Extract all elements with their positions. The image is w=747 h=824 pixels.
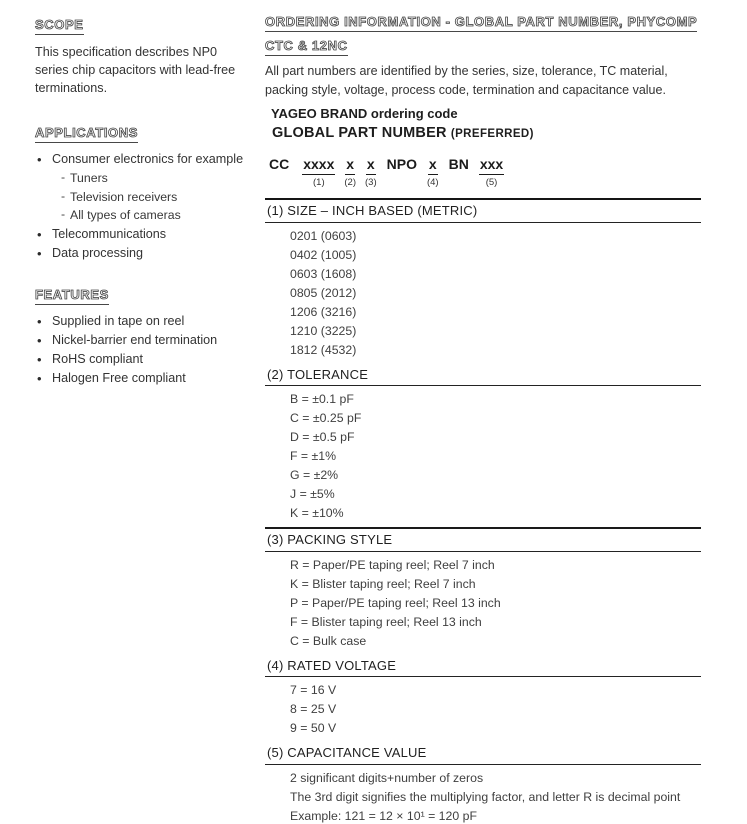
size-section	[265, 198, 701, 360]
capacitance-value-section	[265, 742, 701, 824]
ordering-heading-line1: ORDERING INFORMATION - GLOBAL PART NUMBER, PHYCOMP	[265, 13, 697, 32]
capacitance-note: 2 significant digits+number of zeros	[290, 770, 484, 785]
voltage-option: 8 = 25 V	[290, 702, 337, 716]
tolerance-option: D = ±0.5 pF	[290, 430, 355, 444]
packing-style-section	[265, 527, 701, 651]
packing-option: F = Blister taping reel; Reel 13 inch	[290, 614, 482, 629]
size-option: 0201 (0603)	[290, 228, 357, 243]
left-column	[35, 16, 247, 388]
list-item	[35, 150, 247, 225]
part-number-segment	[365, 156, 377, 188]
section-divider	[265, 764, 701, 765]
tolerance-section	[265, 364, 701, 524]
packing-option: P = Paper/PE taping reel; Reel 13 inch	[290, 595, 501, 610]
size-option: 0805 (2012)	[290, 285, 357, 300]
ordering-information-heading	[265, 13, 701, 56]
section-divider	[265, 676, 701, 677]
segment-label: (3)	[365, 177, 377, 188]
applications-heading	[35, 124, 247, 143]
part-number-segment	[386, 156, 418, 187]
list-item-label: Consumer electronics for example	[52, 152, 244, 166]
list-item: • Telecommunications	[35, 225, 247, 244]
features-heading-text: FEATURES	[35, 286, 109, 305]
list-subitem: - Television receivers	[60, 188, 247, 207]
applications-list	[35, 150, 247, 263]
part-number-segment	[448, 156, 470, 187]
tolerance-option: G = ±2%	[290, 468, 339, 482]
features-section	[35, 286, 247, 388]
section-items	[265, 681, 701, 738]
list-item: • Halogen Free compliant	[35, 369, 247, 388]
features-list	[35, 312, 247, 388]
segment-text: x	[366, 156, 376, 175]
section-heading: (5) CAPACITANCE VALUE	[267, 745, 427, 760]
segment-text: BN	[448, 156, 469, 172]
yageo-brand-line: YAGEO BRAND ordering code	[271, 106, 458, 121]
packing-option: R = Paper/PE taping reel; Reel 7 inch	[290, 557, 495, 572]
applications-section	[35, 124, 247, 263]
ordering-sections	[265, 198, 701, 824]
voltage-option: 7 = 16 V	[290, 683, 337, 697]
packing-option: K = Blister taping reel; Reel 7 inch	[290, 576, 476, 591]
voltage-option: 9 = 50 V	[290, 721, 337, 735]
section-heading: (3) PACKING STYLE	[267, 532, 393, 547]
section-items	[265, 390, 701, 523]
size-option: 1210 (3225)	[290, 323, 357, 338]
applications-heading-text: APPLICATIONS	[35, 124, 138, 143]
applications-sublist	[60, 169, 247, 225]
scope-text: This specification describes NP0 series chip capacitors with lead-free terminations.	[35, 45, 236, 95]
part-number-segment	[427, 156, 439, 188]
part-number-diagram	[265, 156, 701, 188]
part-number-segment	[302, 156, 335, 188]
section-divider	[265, 551, 701, 552]
tolerance-option: B = ±0.1 pF	[290, 392, 354, 406]
size-option: 0402 (1005)	[290, 247, 357, 262]
scope-section	[35, 16, 247, 97]
tolerance-option: K = ±10%	[290, 506, 344, 520]
part-number-segment	[268, 156, 290, 187]
segment-text: x	[345, 156, 355, 175]
capacitance-example: Example: 121 = 12 × 10¹ = 120 pF	[290, 808, 477, 823]
scope-heading	[35, 16, 247, 35]
size-option: 1206 (3216)	[290, 304, 357, 319]
list-subitem: - All types of cameras	[60, 206, 247, 225]
section-heading: (1) SIZE – INCH BASED (METRIC)	[267, 203, 478, 218]
list-item: • RoHS compliant	[35, 350, 247, 369]
segment-label: (2)	[344, 177, 357, 188]
segment-text: x	[428, 156, 438, 175]
segment-text: xxxx	[302, 156, 335, 175]
ordering-heading-line2: CTC & 12NC	[265, 37, 348, 56]
list-item: • Supplied in tape on reel	[35, 312, 247, 331]
segment-label: (4)	[426, 177, 439, 188]
section-divider	[265, 385, 701, 386]
part-number-segment	[479, 156, 504, 188]
tolerance-option: C = ±0.25 pF	[290, 411, 362, 425]
section-items	[265, 227, 701, 360]
section-heading: (4) RATED VOLTAGE	[267, 657, 397, 673]
ordering-information-column	[265, 13, 701, 824]
list-subitem: - Tuners	[60, 169, 247, 188]
segment-text: CC	[269, 156, 290, 172]
global-part-number-line	[265, 125, 701, 141]
section-items	[265, 769, 701, 824]
segment-label: (5)	[485, 177, 498, 188]
capacitance-note: The 3rd digit signifies the multiplying factor, and letter R is decimal point	[290, 789, 681, 804]
preferred-label: (PREFERRED)	[450, 128, 534, 140]
section-divider	[265, 222, 701, 223]
section-items	[265, 556, 701, 651]
section-heading: (2) TOLERANCE	[267, 366, 369, 382]
segment-label: (1)	[313, 177, 325, 188]
list-item: • Data processing	[35, 244, 247, 263]
packing-option: C = Bulk case	[290, 633, 367, 648]
scope-heading-text: SCOPE	[35, 16, 84, 35]
features-heading	[35, 286, 247, 305]
rated-voltage-section	[265, 655, 701, 739]
segment-text: NPO	[386, 156, 417, 172]
tolerance-option: J = ±5%	[290, 487, 335, 501]
global-part-number-label: GLOBAL PART NUMBER	[272, 125, 447, 141]
tolerance-option: F = ±1%	[290, 449, 337, 463]
size-option: 0603 (1608)	[290, 266, 357, 281]
ordering-intro-text: All part numbers are identified by the series, size, tolerance, TC material, packing style, voltage, process code, termination and capacitance value.	[265, 64, 668, 97]
size-option: 1812 (4532)	[290, 342, 357, 357]
list-item: • Nickel-barrier end termination	[35, 331, 247, 350]
part-number-segment	[344, 156, 356, 188]
segment-text: xxx	[479, 156, 504, 175]
